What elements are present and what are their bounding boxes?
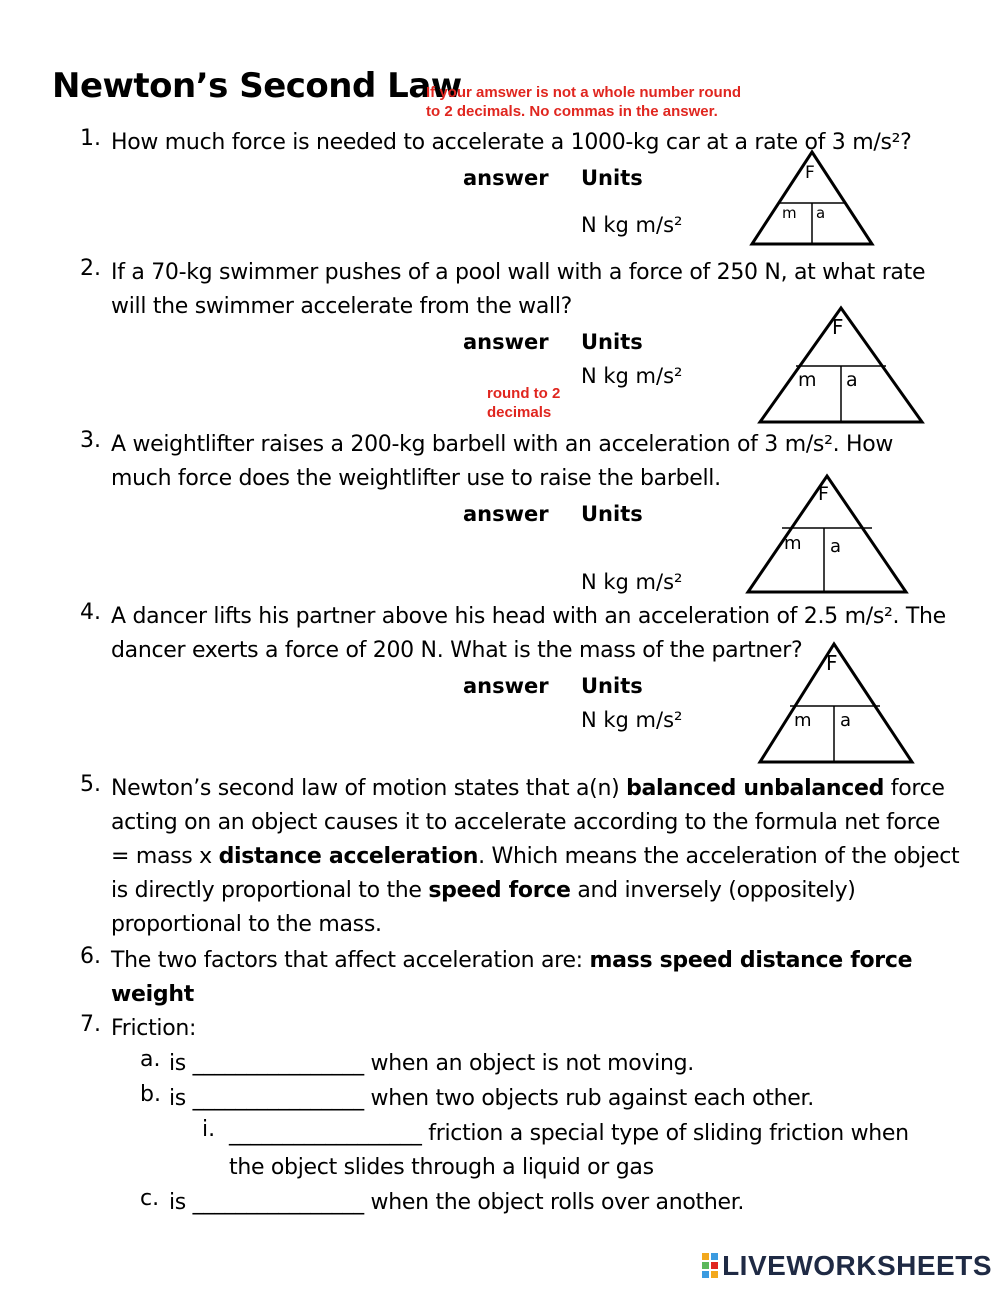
liveworksheets-logo: [702, 1250, 992, 1282]
q6-number: 6.: [80, 944, 101, 969]
q1-text: How much force is needed to accelerate a 1000-kg car at a rate of 3 m/s²?: [111, 130, 912, 155]
q3-number: 3.: [80, 428, 101, 453]
q7bi-number: i.: [202, 1117, 216, 1142]
triangle-a-label: a: [816, 204, 826, 222]
triangle-a-label: a: [846, 369, 858, 391]
q2-text-line1: If a 70-kg swimmer pushes of a pool wall with a force of 250 N, at what rate: [111, 260, 926, 285]
q3-text-line2: much force does the weightlifter use to raise the barbell.: [111, 466, 721, 491]
q5-line4-end: and inversely (oppositely): [570, 878, 856, 903]
triangle-f-label: F: [832, 315, 844, 339]
q1-units-options[interactable]: N kg m/s²: [581, 213, 683, 237]
q3-answer-label: answer: [463, 502, 549, 526]
q1-number: 1.: [80, 126, 101, 151]
q4-units-options[interactable]: N kg m/s²: [581, 708, 683, 732]
q2-answer-label: answer: [463, 330, 549, 354]
triangle-a-label: a: [830, 536, 842, 557]
instruction-line-2: to 2 decimals. No commas in the answer.: [426, 103, 718, 120]
instruction-line-1: If your amswer is not a whole number round: [426, 84, 742, 101]
q7a-number: a.: [140, 1047, 161, 1072]
q2-number: 2.: [80, 256, 101, 281]
q5-line2: acting on an object causes it to accelerate according to the formula net force: [111, 810, 941, 835]
q7b-text[interactable]: is ________________ when two objects rub against each other.: [169, 1086, 814, 1111]
q1-answer-label: answer: [463, 166, 549, 190]
instruction-note: [426, 83, 741, 121]
q1-fma-triangle: [748, 148, 876, 248]
q7c-text[interactable]: is ________________ when the object rolls over another.: [169, 1190, 745, 1215]
q2-fma-triangle: [756, 304, 926, 426]
q6-choice-weight[interactable]: weight: [111, 982, 194, 1007]
q2-text-line2: will the swimmer accelerate from the wall?: [111, 294, 573, 319]
q5-choice-speed-force[interactable]: speed force: [428, 878, 571, 903]
q5-choice-balanced-unbalanced[interactable]: balanced unbalanced: [626, 776, 885, 801]
q4-number: 4.: [80, 600, 101, 625]
q6-line1: [111, 944, 912, 978]
q7bi-line2: the object slides through a liquid or gas: [229, 1155, 654, 1180]
q4-text-line1: A dancer lifts his partner above his head with an acceleration of 2.5 m/s². The: [111, 604, 946, 629]
q4-units-label: Units: [581, 674, 643, 698]
q7c-number: c.: [140, 1186, 160, 1211]
q5-line3-end: . Which means the acceleration of the object: [478, 844, 960, 869]
q7bi-line1[interactable]: __________________ friction a special type of sliding friction when: [229, 1121, 909, 1146]
q4-fma-triangle: [756, 640, 916, 766]
q3-text-line1: A weightlifter raises a 200-kg barbell with an acceleration of 3 m/s². How: [111, 432, 894, 457]
q4-text-line2: dancer exerts a force of 200 N. What is the mass of the partner?: [111, 638, 803, 663]
triangle-m-label: m: [782, 204, 797, 222]
q5-line5: proportional to the mass.: [111, 912, 382, 937]
q2-round-note: [487, 384, 560, 422]
q5-choice-distance-acceleration[interactable]: distance acceleration: [218, 844, 479, 869]
q6-choices[interactable]: mass speed distance force: [589, 948, 913, 973]
triangle-f-label: F: [805, 163, 815, 183]
liveworksheets-icon: [702, 1253, 718, 1279]
q7b-number: b.: [140, 1082, 161, 1107]
q5-line4-text: is directly proportional to the: [111, 878, 429, 903]
q7-heading: Friction:: [111, 1016, 197, 1041]
triangle-m-label: m: [794, 710, 812, 731]
q5-line3: [111, 840, 959, 874]
q5-line3-text: = mass x: [111, 844, 219, 869]
q4-answer-label: answer: [463, 674, 549, 698]
round-note-line-1: round to 2: [487, 385, 561, 402]
q3-fma-triangle: [744, 472, 910, 596]
q5-line1-end: force: [884, 776, 945, 801]
q2-units-options[interactable]: N kg m/s²: [581, 364, 683, 388]
page-title: Newton’s Second Law: [52, 66, 462, 106]
q1-units-label: Units: [581, 166, 643, 190]
q5-line1: [111, 772, 945, 806]
q7a-text[interactable]: is ________________ when an object is not moving.: [169, 1051, 694, 1076]
q5-line4: [111, 874, 856, 908]
triangle-a-label: a: [840, 710, 852, 731]
round-note-line-2: decimals: [487, 404, 552, 421]
q7-number: 7.: [80, 1012, 101, 1037]
q5-line1-text: Newton’s second law of motion states that a(n): [111, 776, 627, 801]
triangle-m-label: m: [798, 369, 817, 391]
q3-units-label: Units: [581, 502, 643, 526]
triangle-f-label: F: [818, 483, 829, 505]
q2-units-label: Units: [581, 330, 643, 354]
liveworksheets-text: LIVEWORKSHEETS: [722, 1250, 992, 1281]
triangle-m-label: m: [784, 533, 802, 554]
triangle-f-label: F: [826, 651, 838, 675]
q6-line1-text: The two factors that affect acceleration are:: [111, 948, 590, 973]
q3-units-options[interactable]: N kg m/s²: [581, 570, 683, 594]
q5-number: 5.: [80, 772, 101, 797]
